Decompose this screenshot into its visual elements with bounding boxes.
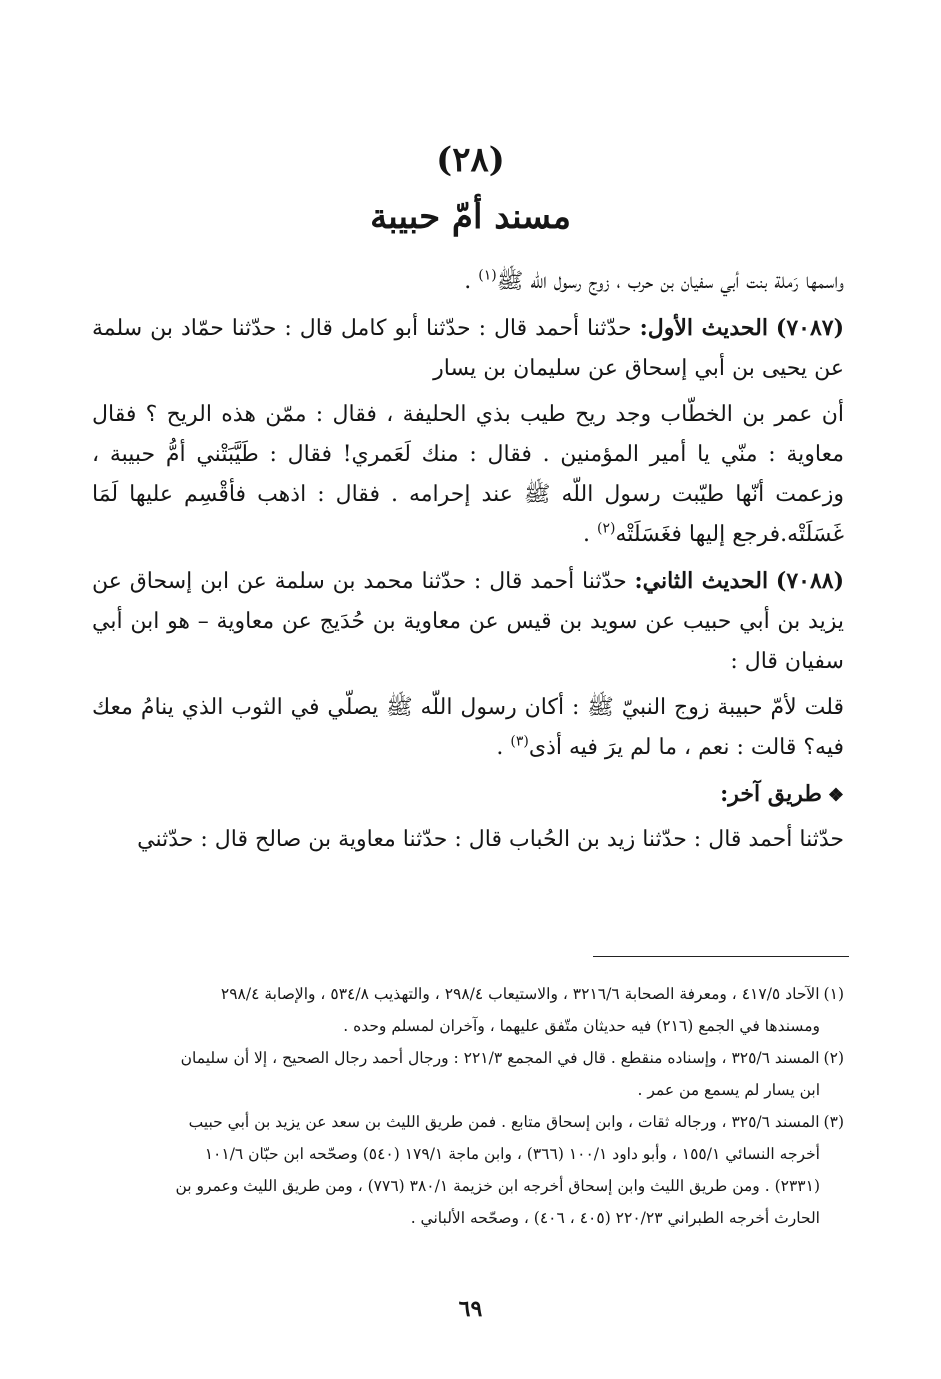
footnote-line: ومسندها في الجمع (٢١٦) فيه حديثان متّفق عليهما ، وآخران لمسلم وحده .: [343, 1017, 820, 1035]
footnote-1: [92, 978, 844, 1042]
diamond-bullet-icon: ❖: [827, 785, 844, 806]
hadith-2-tail: .: [496, 735, 511, 760]
other-route-text: حدّثنا أحمد قال : حدّثنا زيد بن الحُباب قال : حدّثنا معاوية بن صالح قال : حدّثني: [137, 827, 844, 852]
hadith-1-matn-text: أن عمر بن الخطّاب وجد ريح طيب بذي الحليفة ، فقال : ممّن هذه الريح ؟ فقال معاوية : منّي يا أمير المؤمنين . فقال : منك لَعَمري! فقال : طَيَّبَتْني أمُّ حبيبة ، وزعمت أنّها طيّبت رسول اللّه ﷺ عند إحرامه . فقال : اذهب فأقْسِم عليها لَمَا غَسَلَتْه.فرجع إليها فغَسَلَتْه: [92, 402, 844, 547]
footnote-line: الآحاد ٤١٧/٥ ، ومعرفة الصحابة ٣٢١٦/٦ ، والاستيعاب ٢٩٨/٤ ، والتهذيب ٥٣٤/٨ ، والإصابة ٢٩٨/٤: [220, 985, 820, 1003]
footnote-ref-2[interactable]: (٢): [596, 520, 616, 537]
intro-text: واسمها رَملة بنت أبي سفيان بن حرب ، زوج رسول اللّه ﷺ: [496, 269, 844, 294]
footnote-number: (٣): [823, 1113, 844, 1131]
page-number: ٦٩: [458, 1296, 483, 1322]
footnote-ref-1[interactable]: (١): [478, 267, 497, 284]
hadith-2-number: (٧٠٨٨): [775, 568, 845, 594]
other-route-heading: [92, 774, 844, 816]
hadith-2-heading: الحديث الثاني:: [634, 568, 769, 594]
hadith-1-heading: الحديث الأول:: [639, 315, 768, 341]
hadith-2-matn: [92, 688, 844, 768]
footnotes: [92, 978, 844, 1234]
intro-paragraph: [92, 262, 844, 302]
footnote-line: المسند ٣٢٥/٦ ، ورجاله ثقات ، وابن إسحاق متابع . فمن طريق الليث بن سعد عن يزيد بن أبي حبيب: [188, 1113, 820, 1131]
footnote-line: (٢٣٣١) . ومن طريق الليث وابن إسحاق أخرجه ابن خزيمة ٣٨٠/١ (٧٧٦) ، ومن طريق الليث وعمرو بن: [175, 1177, 820, 1195]
hadith-1-isnad: [92, 308, 844, 389]
other-route-paragraph: [92, 820, 844, 860]
footnote-line: المسند ٣٢٥/٦ ، وإسناده منقطع . قال في المجمع ٢٢١/٣ : ورجال أحمد رجال الصحيح ، إلا أن سليمان: [180, 1049, 820, 1067]
intro-tail: .: [464, 269, 479, 294]
footnote-ref-3[interactable]: (٣): [510, 733, 529, 750]
footnote-2: [92, 1042, 844, 1106]
hadith-2-isnad-text: حدّثنا أحمد قال : حدّثنا محمد بن سلمة عن ابن إسحاق عن يزيد بن أبي حبيب عن سويد بن قيس عن معاوية بن حُدَيج عن معاوية – هو ابن أبي سفيان قال :: [92, 569, 844, 674]
hadith-1-tail: .: [582, 522, 597, 547]
footnote-number: (١): [823, 985, 844, 1003]
footnote-number: (٢): [823, 1049, 844, 1067]
other-route-title: طريق آخر:: [720, 781, 822, 807]
hadith-2-isnad: [92, 561, 844, 682]
hadith-1-number: (٧٠٨٧): [775, 315, 845, 341]
footnote-3: [92, 1106, 844, 1234]
footnote-line: أخرجه النسائي ١٥٥/١ ، وأبو داود ١٠٠/١ (٣٦٦) ، وابن ماجة ١٧٩/١ (٥٤٠) وصحّحه ابن حبّان ١٠١/٦: [204, 1145, 820, 1163]
footnote-line: الحارث أخرجه الطبراني ٢٢٠/٢٣ (٤٠٥ ، ٤٠٦) ، وصحّحه الألباني .: [410, 1209, 820, 1227]
footnote-line: ابن يسار لم يسمع من عمر .: [637, 1081, 820, 1099]
footnote-divider: [593, 956, 849, 957]
main-text: [92, 262, 844, 866]
hadith-1-matn: [92, 395, 844, 555]
chapter-number: (٢٨): [436, 140, 505, 180]
hadith-2-matn-text: قلت لأمّ حبيبة زوج النبيّ ﷺ : أكان رسول اللّه ﷺ يصلّي في الثوب الذي ينامُ معك فيه؟ قالت : نعم ، ما لم يرَ فيه أذى: [92, 695, 844, 760]
hadith-1-isnad-text: حدّثنا أحمد قال : حدّثنا أبو كامل قال : حدّثنا حمّاد بن سلمة عن يحيى بن أبي إسحاق عن سليمان بن يسار: [92, 316, 844, 381]
chapter-title: مسند أمّ حبيبة: [370, 197, 571, 237]
